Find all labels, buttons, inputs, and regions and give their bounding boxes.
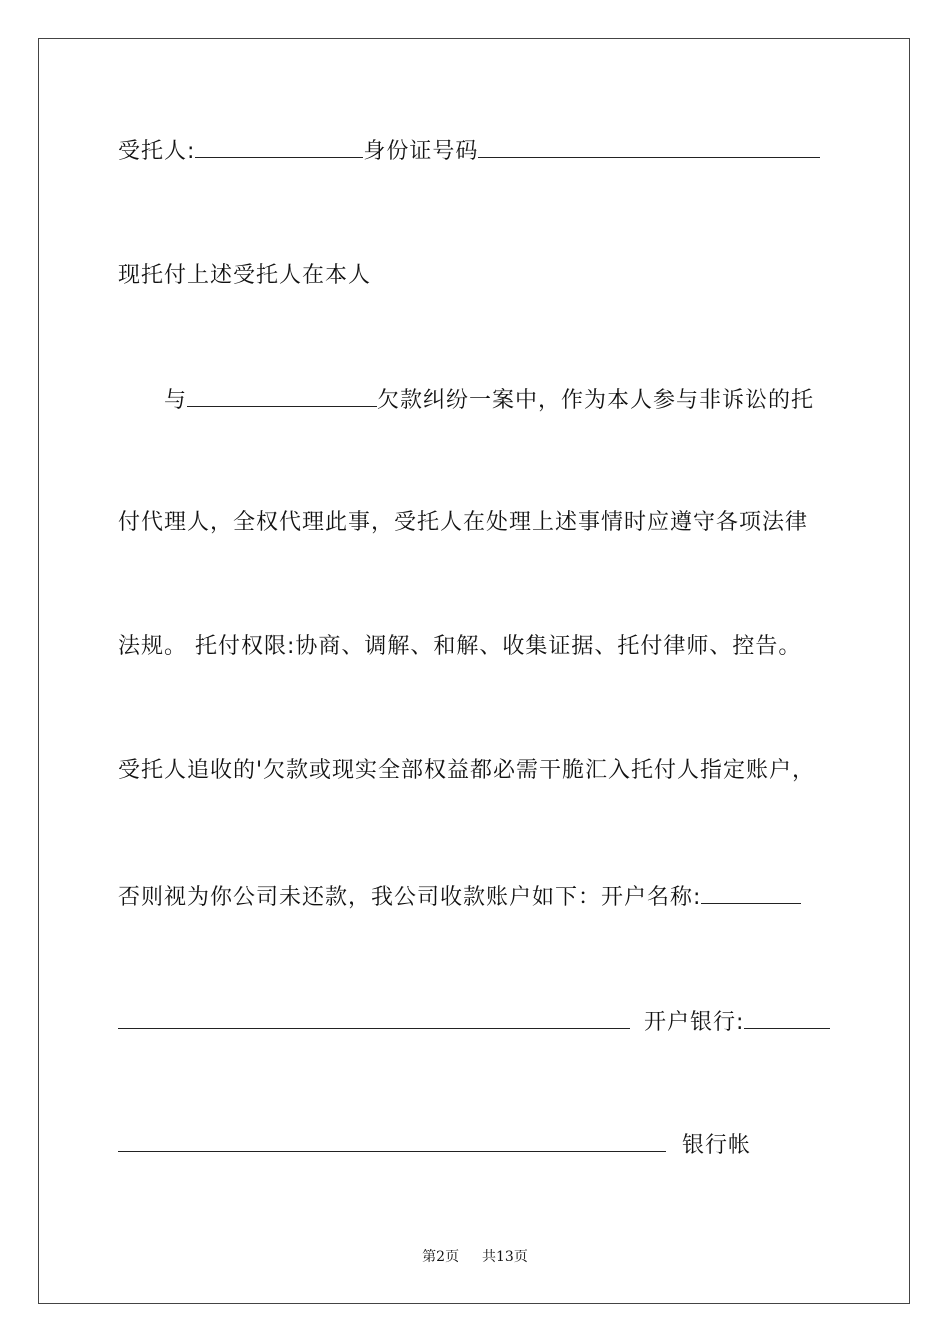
id-number-label: 身份证号码: [363, 139, 479, 164]
account-name-continued-field[interactable]: [118, 1002, 630, 1029]
bank-continued-field[interactable]: [118, 1125, 666, 1152]
line-bank: [118, 1002, 838, 1042]
agent-text: 付代理人，全权代理此事，受托人在处理上述事情时应遵守各项法律: [118, 510, 809, 535]
dispute-text: 欠款纠纷一案中，作为本人参与非诉讼的托: [377, 388, 815, 413]
entrust-text: 现托付上述受托人在本人: [118, 263, 372, 288]
line-dispute: [118, 380, 838, 420]
line-remit: [118, 751, 838, 791]
account-name-field[interactable]: [701, 877, 801, 904]
party-field[interactable]: [187, 380, 377, 407]
page-total: 共13页: [482, 1249, 528, 1265]
line-account-name: [118, 877, 838, 917]
remit-text: 受托人追收的'欠款或现实全部权益都必需干脆汇入托付人指定账户，: [118, 758, 816, 783]
line-entrust: [118, 256, 838, 296]
line-trustee: [118, 131, 838, 171]
authority-text: 法规。 托付权限:协商、调解、和解、收集证据、托付律师、控告。: [118, 634, 802, 659]
line-authority: [118, 627, 838, 667]
page-number: 第2页: [422, 1249, 460, 1265]
trustee-label: 受托人:: [118, 139, 196, 164]
account-name-text: 否则视为你公司未还款，我公司收款账户如下：开户名称:: [118, 885, 702, 910]
page-border: [38, 38, 910, 1304]
bank-account-label: 银行帐: [682, 1133, 752, 1158]
line-bank-account: [118, 1125, 838, 1165]
with-text: 与: [164, 388, 188, 413]
id-number-field[interactable]: [478, 131, 820, 158]
trustee-name-field[interactable]: [195, 131, 363, 158]
line-agent: [118, 503, 838, 543]
page-footer: [0, 1246, 950, 1266]
bank-label: 开户银行:: [644, 1010, 745, 1035]
bank-field[interactable]: [744, 1002, 830, 1029]
